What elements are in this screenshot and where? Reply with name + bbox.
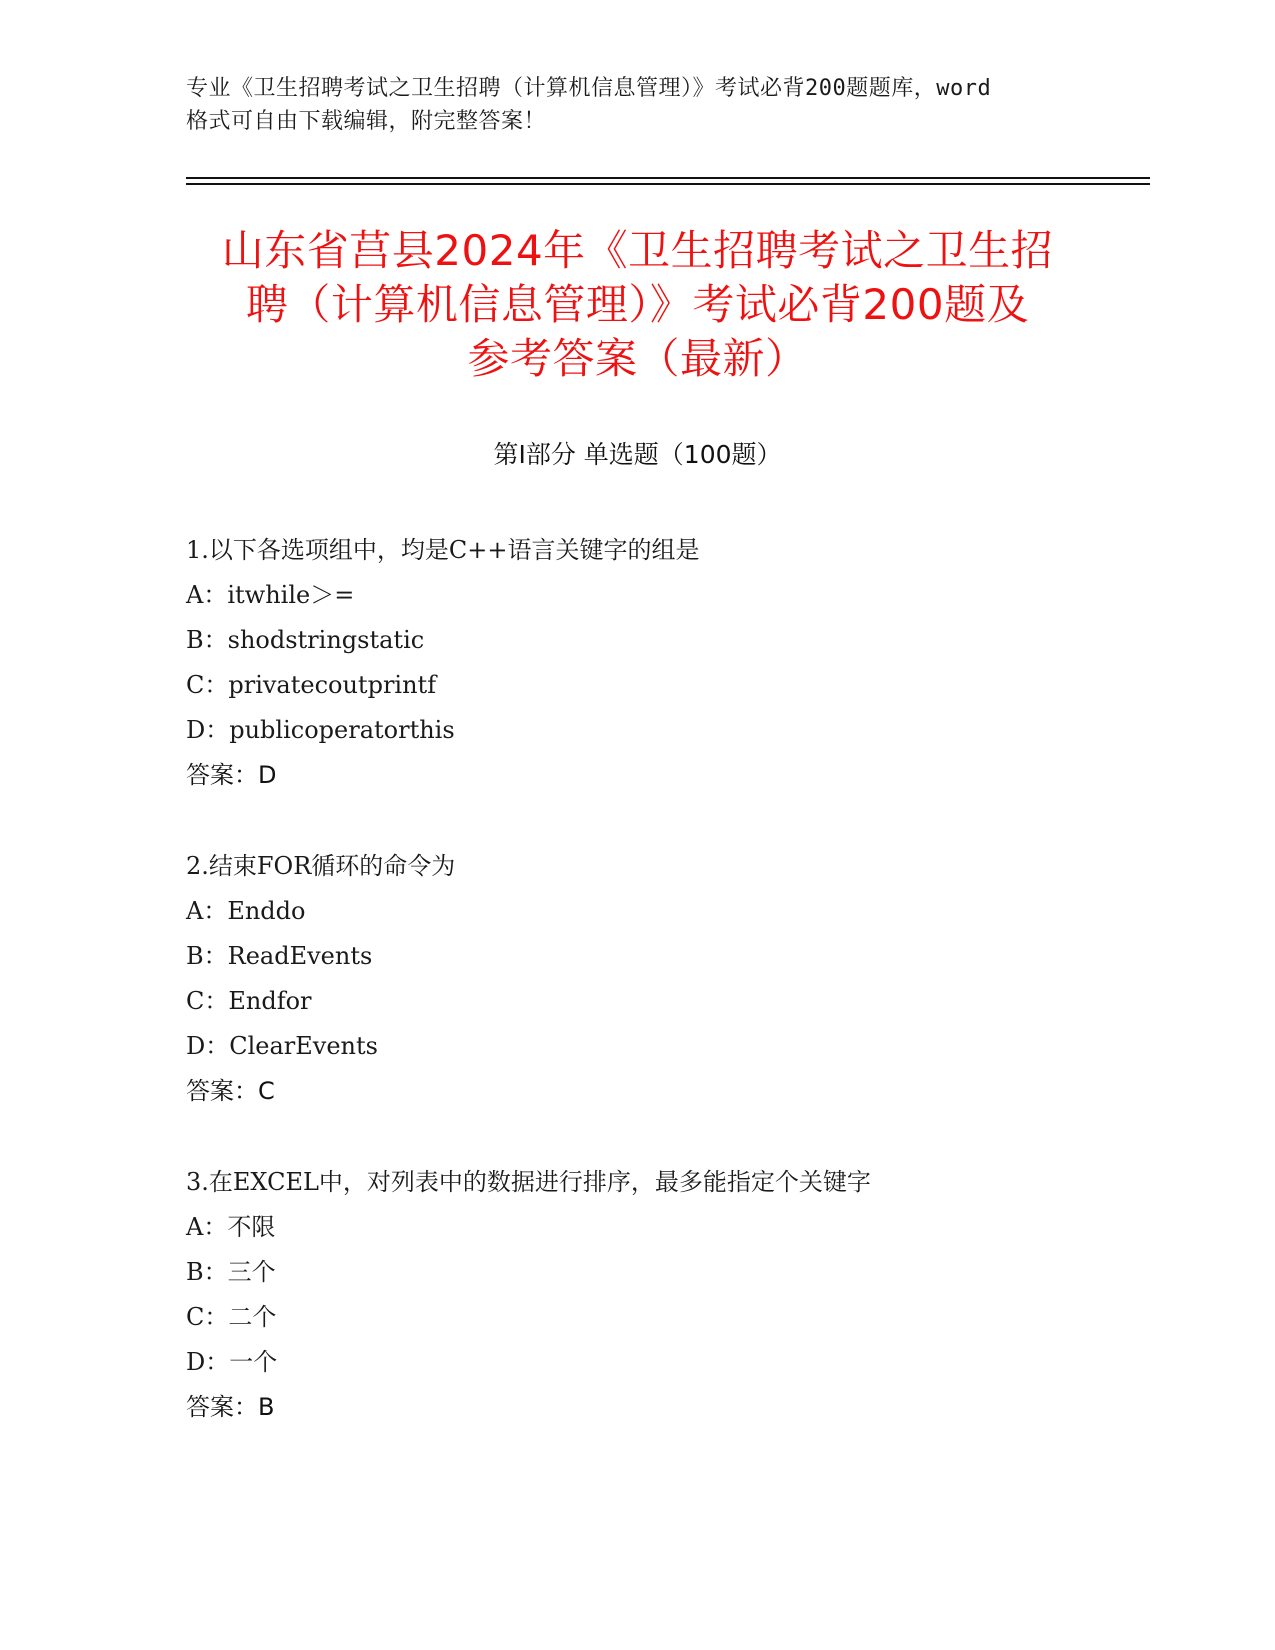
option-b: B：ReadEvents <box>186 942 373 970</box>
option-d: D：publicoperatorthis <box>186 716 455 744</box>
option-c: C：Endfor <box>186 987 312 1015</box>
question-stem: 2.结束FOR循环的命令为 <box>186 852 456 880</box>
answer-line: 答案：B <box>186 1393 275 1421</box>
question-stem: 3.在EXCEL中，对列表中的数据进行排序，最多能指定个关键字 <box>186 1168 871 1196</box>
option-d: D：一个 <box>186 1348 278 1376</box>
document-title-line-3: 参考答案（最新） <box>467 334 808 383</box>
header-divider-thick <box>186 183 1150 185</box>
option-b: B：三个 <box>186 1258 276 1286</box>
question-2 <box>186 844 1146 1114</box>
header-note-line-1: 专业《卫生招聘考试之卫生招聘（计算机信息管理）》考试必背200题题库，word <box>186 76 992 101</box>
question-list <box>186 528 1146 1476</box>
question-1 <box>186 528 1146 798</box>
header-divider-thin <box>186 177 1150 179</box>
document-title-line-1: 山东省莒县2024年《卫生招聘考试之卫生招 <box>221 226 1054 275</box>
answer-line: 答案：D <box>186 761 277 789</box>
document-title-line-2: 聘（计算机信息管理）》考试必背200题及 <box>245 280 1030 329</box>
header-note-line-2: 格式可自由下载编辑，附完整答案！ <box>186 109 547 134</box>
header-note <box>186 72 1086 138</box>
option-c: C：privatecoutprintf <box>186 671 437 699</box>
option-d: D：ClearEvents <box>186 1032 378 1060</box>
section-title: 第Ⅰ部分 单选题（100题） <box>493 440 782 469</box>
option-c: C：二个 <box>186 1303 277 1331</box>
option-a: A：itwhile＞= <box>186 581 355 609</box>
option-a: A：不限 <box>186 1213 276 1241</box>
question-3 <box>186 1160 1146 1430</box>
answer-line: 答案：C <box>186 1077 275 1105</box>
question-stem: 1.以下各选项组中，均是C++语言关键字的组是 <box>186 536 700 564</box>
option-a: A：Enddo <box>186 897 306 925</box>
option-b: B：shodstringstatic <box>186 626 425 654</box>
document-title <box>150 224 1125 386</box>
